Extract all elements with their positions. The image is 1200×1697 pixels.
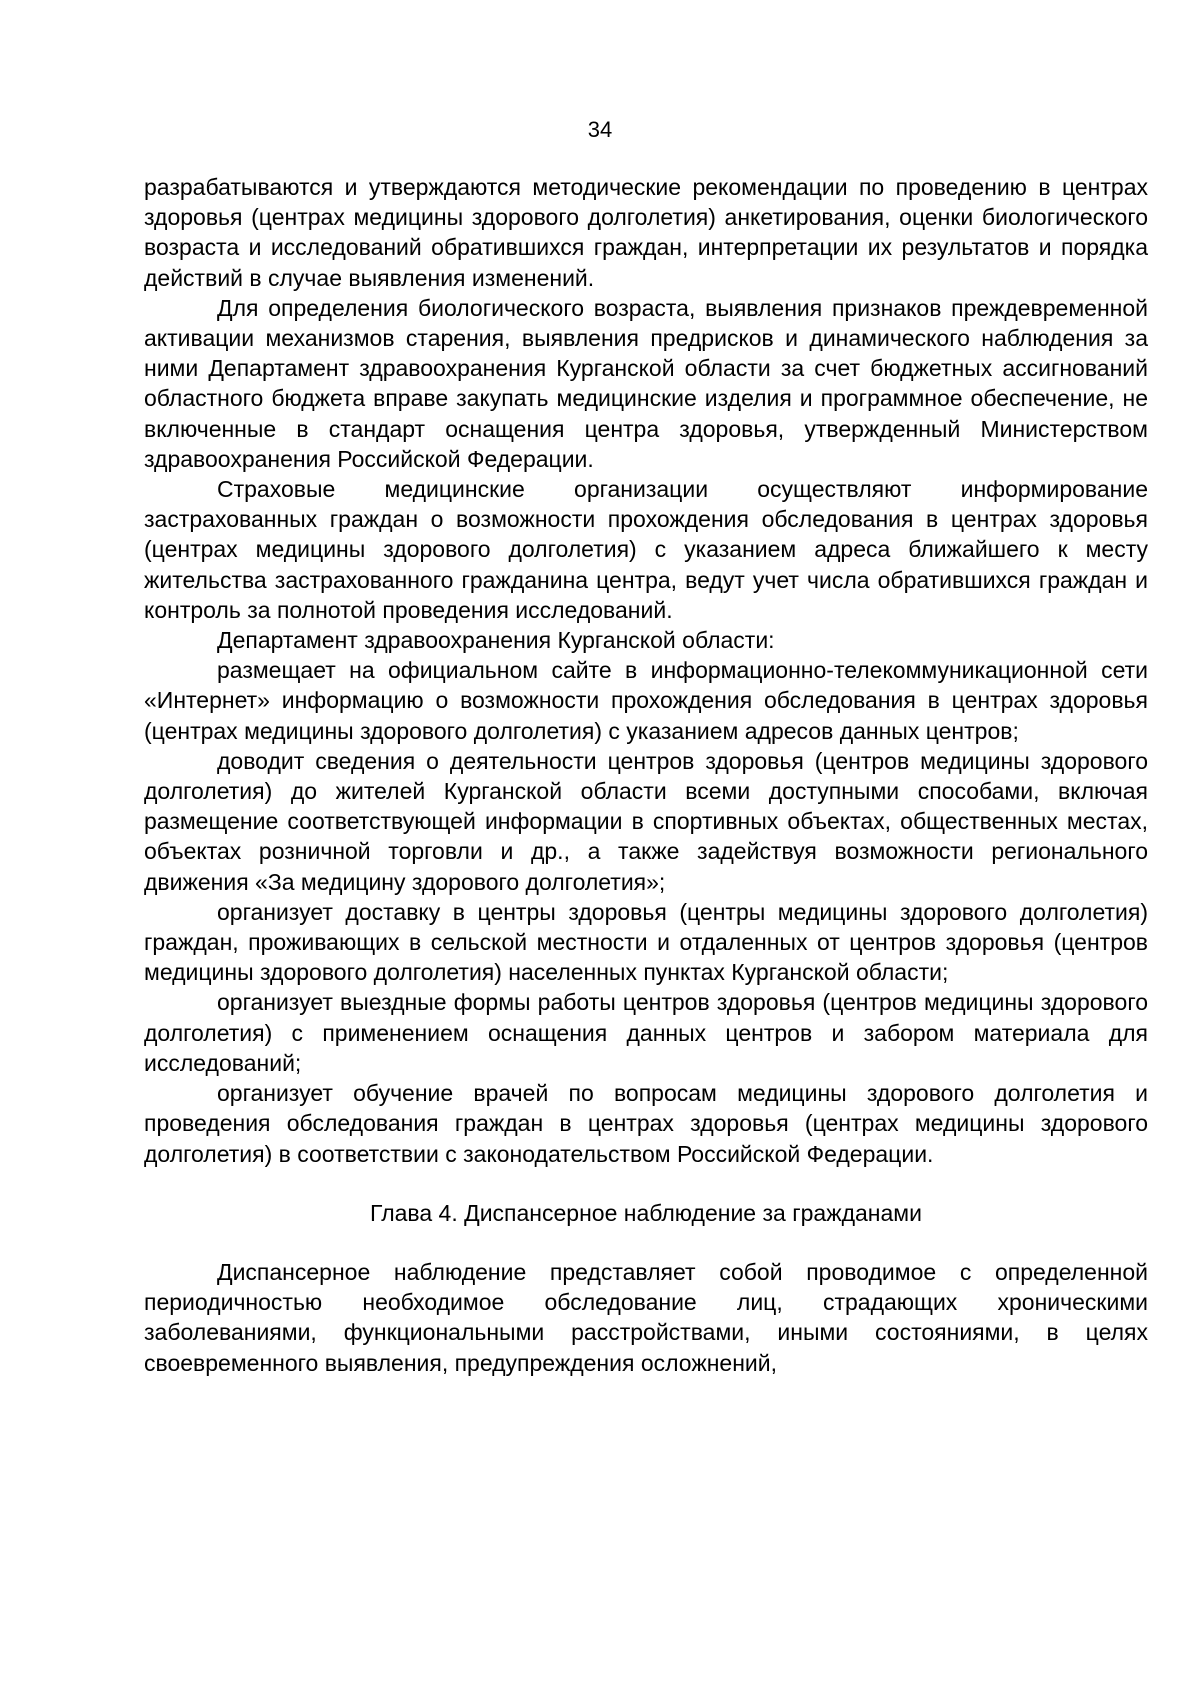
list-item-training: организует обучение врачей по вопросам медицины здорового долголетия и проведения обследования граждан в центрах здоровья (центрах медицины здорового долголетия) в соответствии с законодательством Российской Федерации.	[144, 1080, 1148, 1167]
list-item-information: доводит сведения о деятельности центров здоровья (центров медицины здорового долголетия) до жителей Курганской области всеми доступными способами, включая размещение соответствующей информации в спортивных объектах, общественных местах, объектах розничной торговли и др., а также задействуя возможности регионального движения «За медицину здорового долголетия»;	[144, 747, 1148, 895]
list-item-delivery: организует доставку в центры здоровья (центры медицины здорового долголетия) граждан, проживающих в сельской местности и отдаленных от центров здоровья (центров медицины здорового долголетия) населенных пунктах Курганской области;	[144, 898, 1148, 986]
paragraph-continuation: разрабатываются и утверждаются методические рекомендации по проведению в центрах здоровья (центрах медицины здорового долголетия) анкетирования, оценки биологического возраста и исследований обратившихся граждан, интерпретации их результатов и порядка действий в случае выявления изменений.	[144, 174, 1148, 291]
list-item-website: размещает на официальном сайте в информационно-телекоммуникационной сети «Интернет» информацию о возможности прохождения обследования в центрах здоровья (центрах медицины здорового долголетия) с указанием адресов данных центров;	[144, 657, 1148, 744]
paragraph-biological-age: Для определения биологического возраста, выявления признаков преждевременной активации механизмов старения, выявления предрисков и динамического наблюдения за ними Департамент здравоохранения Курганской области за счет бюджетных ассигнований областного бюджета вправе закупать медицинские изделия и программное обеспечение, не включенные в стандарт оснащения центра здоровья, утвержденный Министерством здравоохранения Российской Федерации.	[144, 294, 1148, 472]
document-body	[144, 172, 1148, 1378]
paragraph-department-intro: Департамент здравоохранения Курганской области:	[217, 627, 775, 654]
page-number: 34	[587, 117, 613, 142]
paragraph-dispensary-definition: Диспансерное наблюдение представляет собой проводимое с определенной периодичностью необходимое обследование лиц, страдающих хроническими заболеваниями, функциональными расстройствами, иными состояниями, в целях своевременного выявления, предупреждения осложнений,	[144, 1258, 1148, 1376]
chapter-title: Глава 4. Диспансерное наблюдение за гражданами	[370, 1199, 922, 1226]
list-item-mobile-work: организует выездные формы работы центров здоровья (центров медицины здорового долголетия) с применением оснащения данных центров и забором материала для исследований;	[144, 989, 1148, 1076]
paragraph-insurance-organizations: Страховые медицинские организации осуществляют информирование застрахованных граждан о возможности прохождения обследования в центрах здоровья (центрах медицины здорового долголетия) с указанием адреса ближайшего к месту жительства застрахованного гражданина центра, ведут учет числа обратившихся граждан и контроль за полнотой проведения исследований.	[144, 476, 1148, 623]
